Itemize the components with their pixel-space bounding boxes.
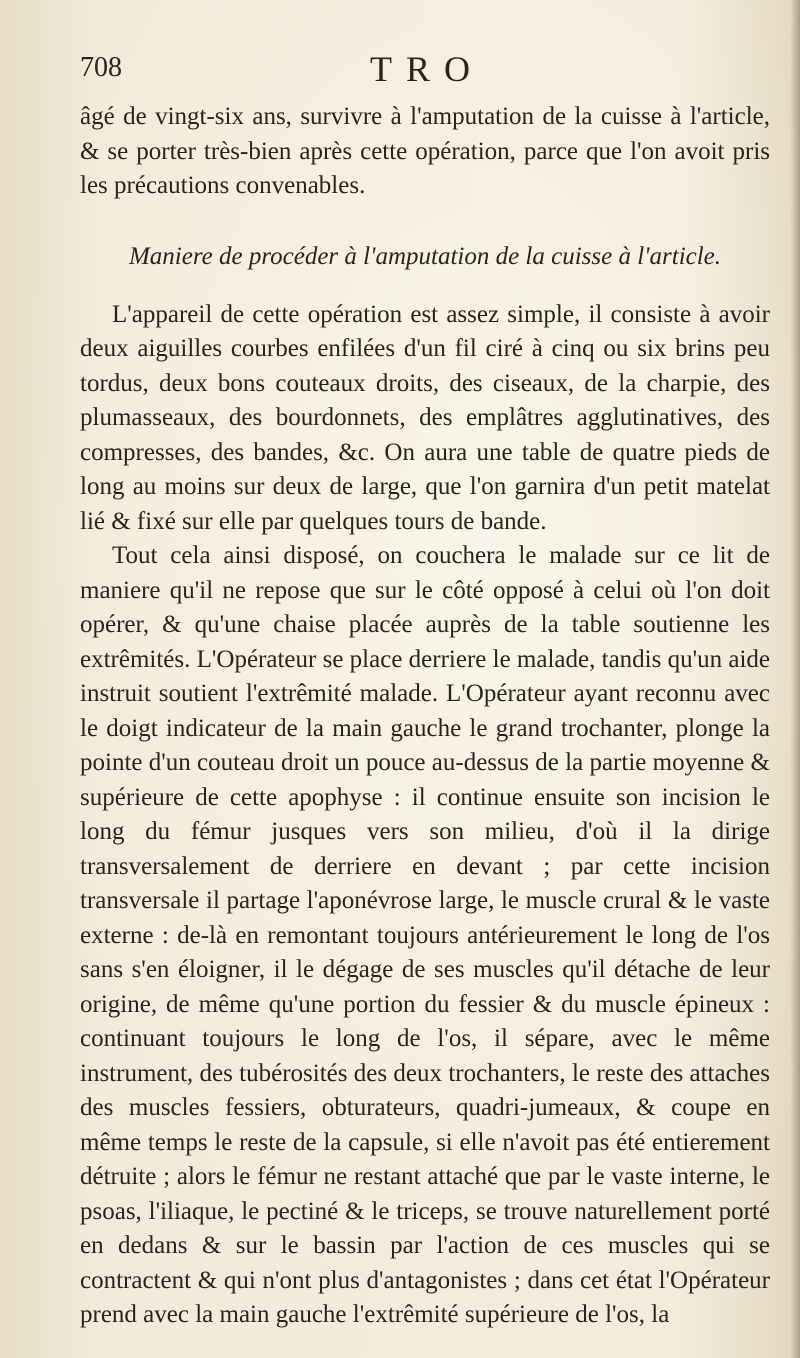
paragraph-procedure: Tout cela ainsi disposé, on couchera le malade sur ce lit de maniere qu'il ne repose que sur le côté opposé à celui où l'on doit opérer, & qu'une chaise placée auprès de la table soutienne les extrêmités. L'Opérateur se place derriere le malade, tandis qu'un aide instruit soutient l'extrêmité malade. L'Opérateur ayant reconnu avec le doigt indicateur de la main gauche le grand trochanter, plonge la pointe d'un couteau droit un pouce au-dessus de la partie moyenne & supérieure de cette apophyse : il continue ensuite son incision le long du fémur jusques vers son milieu, d'où il la dirige transversalement de derriere en devant ; par cette incision transversale il partage l'aponévrose large, le muscle crural & le vaste externe : de-là en remontant toujours antérieurement le long de l'os sans s'en éloigner, il le dégage de ses muscles qu'il détache de leur origine, de même qu'une portion du fessier & du muscle épineux : continuant toujours le long de l'os, il sépare, avec le même instrument, des tubérosités des deux trochanters, le reste des attaches des muscles fessiers, obturateurs, quadri-jumeaux, & coupe en même temps le reste de la capsule, si elle n'avoit pas été entierement détruite ; alors le fémur ne restant attaché que par le vaste interne, le psoas, l'iliaque, le pectiné & le triceps, se trouve naturellement porté en dedans & sur le bassin par l'action de ces muscles qui se contractent & qui n'ont plus d'antagonistes ; dans cet état l'Opérateur prend avec la main gauche l'extrêmité supérieure de l'os, la: [80, 542, 770, 1328]
section-title: Maniere de procéder à l'amputation de la cuisse à l'article.: [128, 242, 722, 270]
paragraph-apparatus: L'appareil de cette opération est assez simple, il consiste à avoir deux aiguilles courbes enfilées d'un fil ciré à cinq ou six brins peu tordus, deux bons couteaux droits, des ciseaux, de la charpie, des plumasseaux, des bourdonnets, des emplâtres agglutinatives, des compresses, des bandes, &c. On aura une table de quatre pieds de long au moins sur deux de large, que l'on garnira d'un petit matelat lié & fixé sur elle par quelques tours de bande.: [80, 300, 770, 535]
page-number: 708: [80, 52, 122, 83]
running-head-word: TRO: [370, 49, 484, 89]
intro-paragraph: âgé de vingt-six ans, survivre à l'amputation de la cuisse à l'article, & se porter très-bien après cette opération, parce que l'on avoit pris les précautions convenables.: [80, 103, 770, 199]
body-text: [80, 100, 770, 1333]
page-binding-shadow: [790, 0, 800, 1358]
running-head: [80, 48, 770, 100]
